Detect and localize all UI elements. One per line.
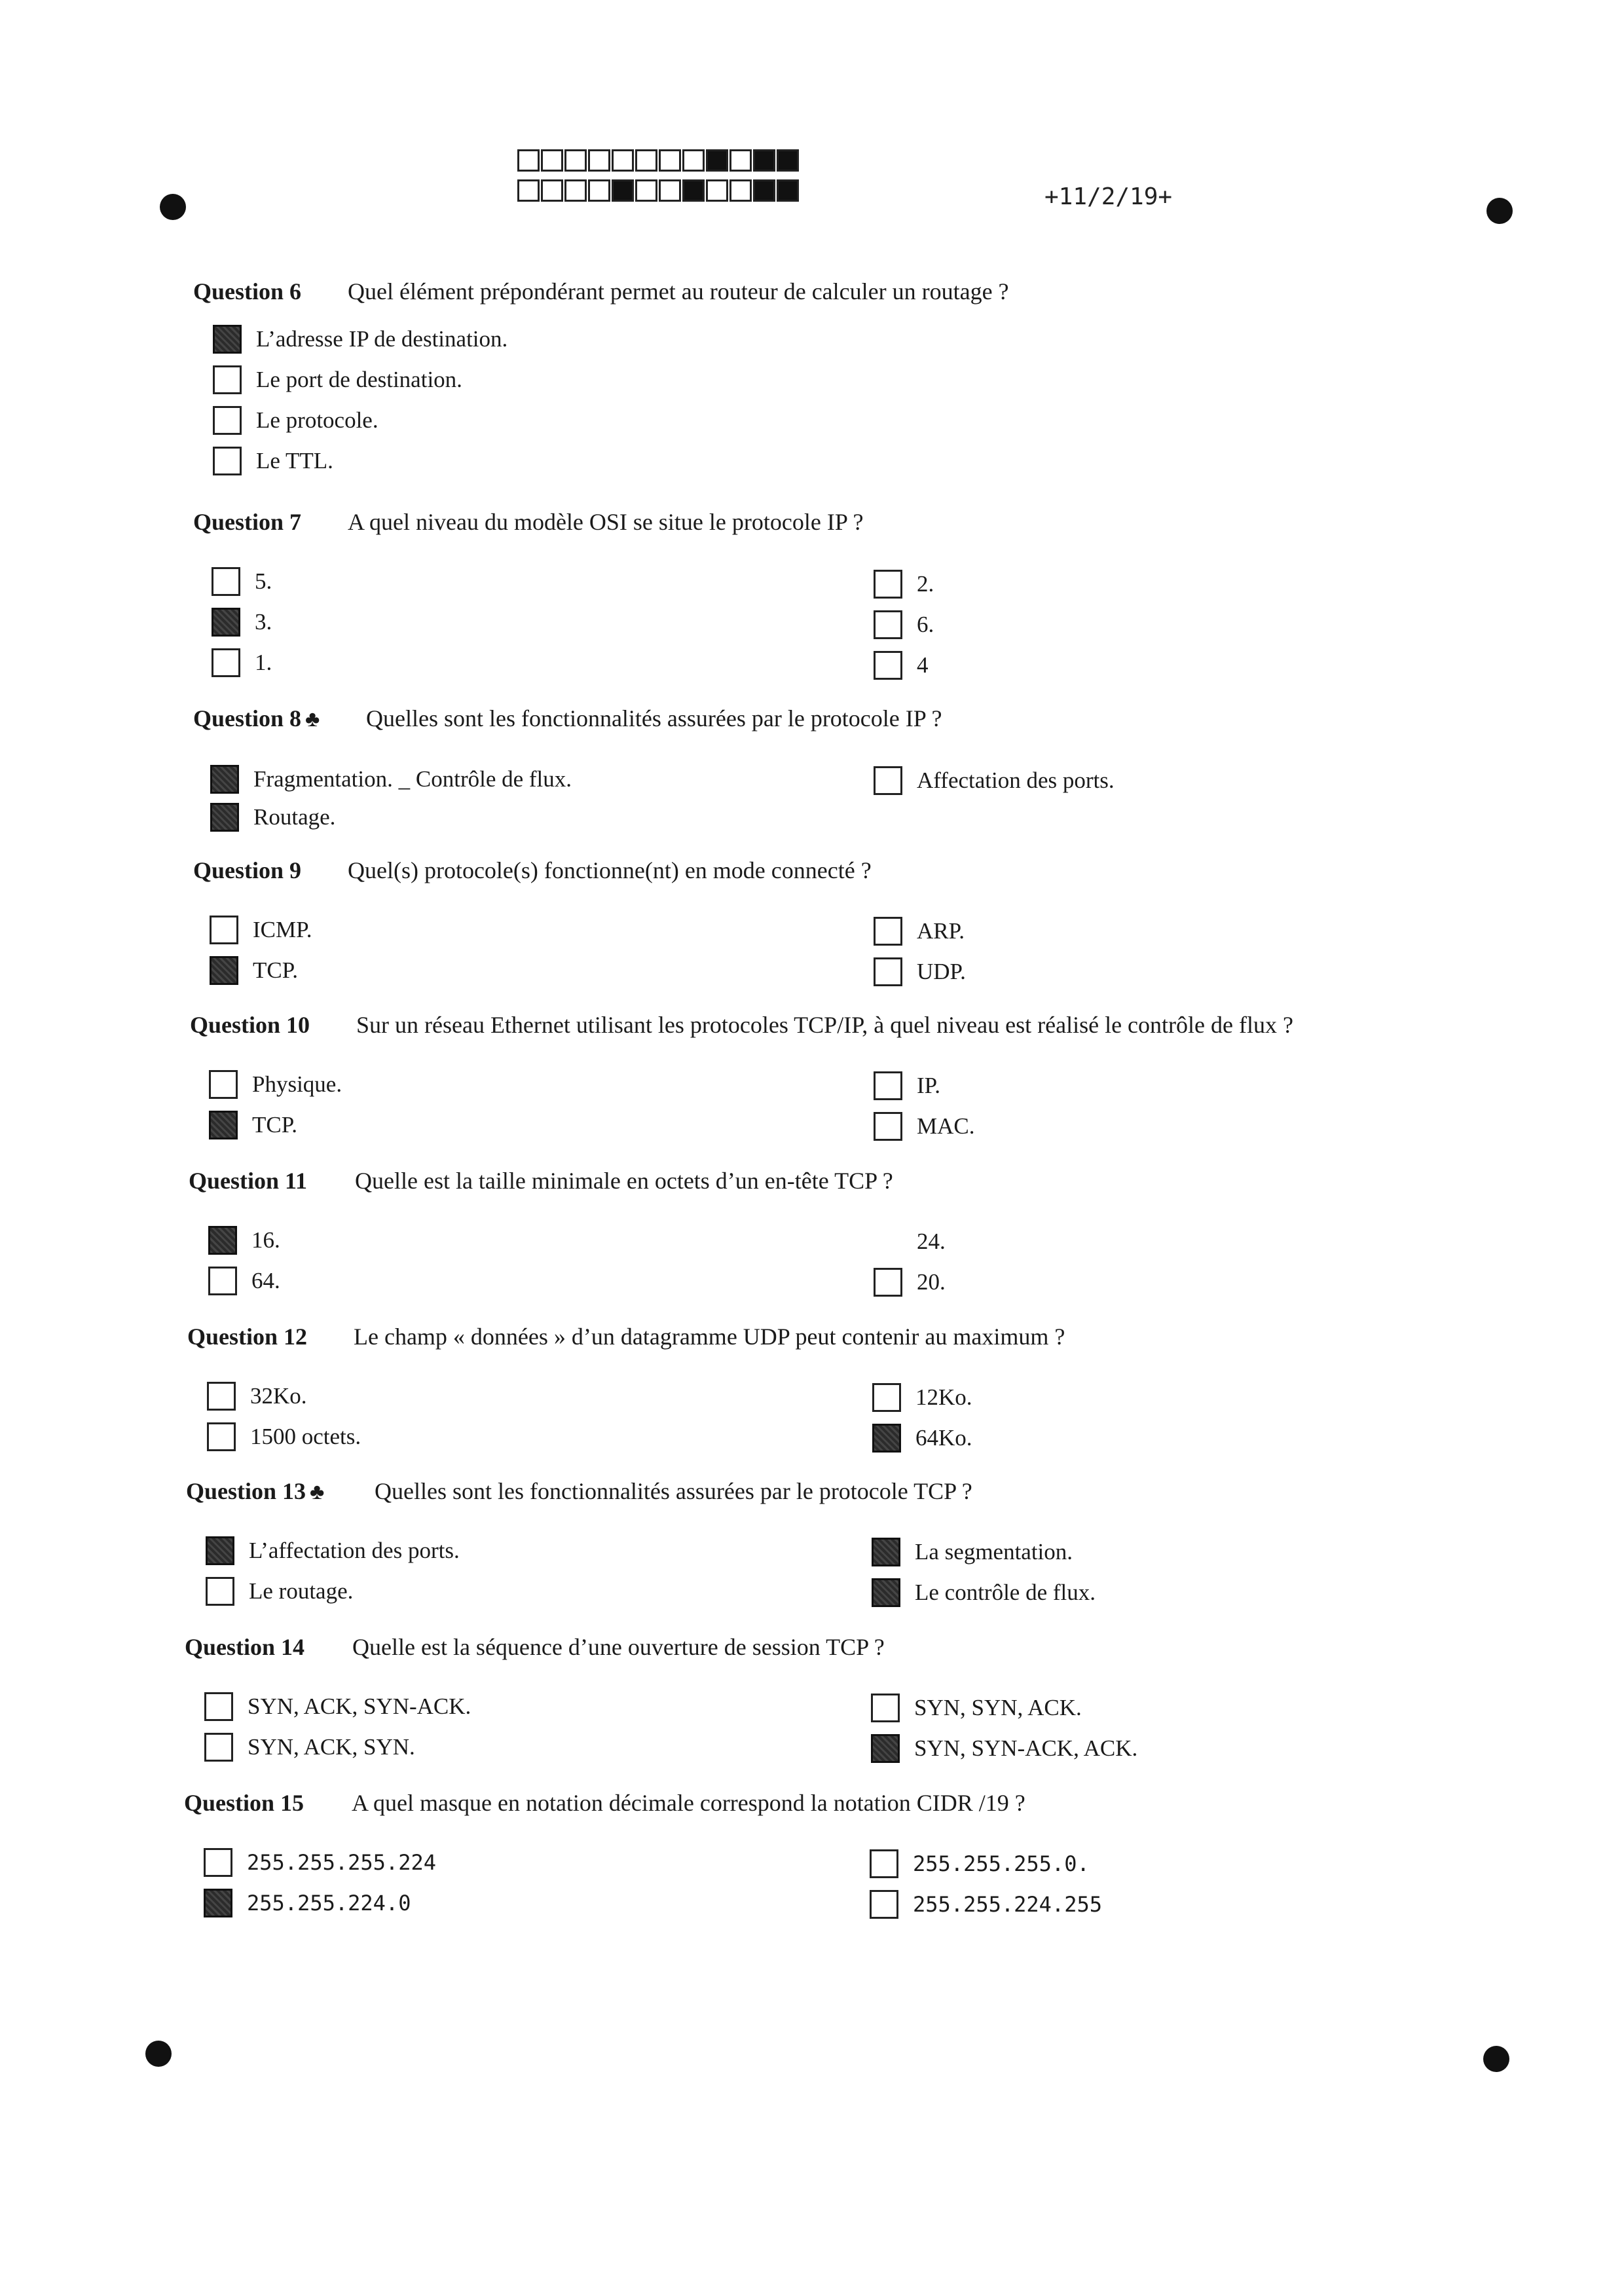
checkbox[interactable]	[874, 1071, 902, 1100]
question-label: Question 13 ♣	[186, 1478, 325, 1504]
answer-option[interactable]	[874, 570, 934, 599]
checkbox[interactable]	[210, 765, 239, 794]
answer-label: L’adresse IP de destination.	[256, 326, 508, 352]
answer-option[interactable]	[206, 1536, 460, 1565]
checkbox[interactable]	[874, 651, 902, 680]
code-cell	[777, 149, 799, 172]
checkbox[interactable]	[204, 1848, 232, 1877]
answer-label: 1500 octets.	[250, 1424, 361, 1449]
answer-option[interactable]	[204, 1692, 471, 1721]
code-cell	[635, 179, 657, 202]
answer-option[interactable]	[872, 1538, 1073, 1566]
answer-option[interactable]	[208, 1267, 280, 1295]
code-cell	[729, 149, 752, 172]
registration-dot-bottom-left	[145, 2041, 172, 2067]
answer-label: Le routage.	[249, 1578, 354, 1604]
answer-option[interactable]	[204, 1733, 415, 1762]
answer-label: SYN, SYN, ACK.	[914, 1695, 1082, 1720]
checkbox[interactable]	[874, 1227, 902, 1256]
club-icon: ♣	[310, 1480, 325, 1504]
checkbox[interactable]	[874, 957, 902, 986]
answer-label: Physique.	[252, 1071, 342, 1097]
answer-label: SYN, ACK, SYN.	[248, 1734, 415, 1760]
answer-label: SYN, ACK, SYN-ACK.	[248, 1694, 471, 1719]
answer-label: TCP.	[253, 957, 299, 983]
answer-option[interactable]	[210, 956, 298, 985]
answer-label: Le port de destination.	[256, 367, 462, 392]
answer-option[interactable]	[210, 916, 312, 944]
answer-label: Le contrôle de flux.	[915, 1580, 1096, 1605]
answer-option[interactable]	[204, 1889, 411, 1917]
answer-label: Le protocole.	[256, 407, 378, 433]
answer-label: La segmentation.	[915, 1539, 1073, 1565]
answer-label: 3.	[255, 609, 272, 635]
checkbox[interactable]	[207, 1382, 236, 1411]
question-label: Question 11	[189, 1168, 308, 1194]
answer-option[interactable]	[212, 608, 272, 637]
code-cell	[706, 149, 728, 172]
checkbox[interactable]	[874, 610, 902, 639]
answer-label: IP.	[917, 1073, 940, 1098]
checkbox[interactable]	[874, 766, 902, 795]
question-text: Quel(s) protocole(s) fonctionne(nt) en mode connecté ?	[348, 857, 872, 883]
code-cell	[517, 179, 540, 202]
answer-option[interactable]	[874, 1227, 946, 1256]
checkbox[interactable]	[871, 1694, 900, 1722]
registration-dot-bottom-right	[1483, 2046, 1509, 2072]
checkbox[interactable]	[870, 1890, 898, 1919]
checkbox[interactable]	[213, 325, 242, 354]
code-cell	[612, 149, 634, 172]
answer-option[interactable]	[874, 1112, 975, 1141]
code-cell	[753, 179, 775, 202]
checkbox[interactable]	[204, 1733, 233, 1762]
answer-option[interactable]	[210, 765, 572, 794]
code-cell	[682, 149, 705, 172]
code-cell	[706, 179, 728, 202]
answer-option[interactable]	[874, 1071, 940, 1100]
code-cell	[753, 149, 775, 172]
question-label: Question 10	[190, 1012, 310, 1038]
answer-label: 24.	[917, 1229, 946, 1254]
answer-label: ARP.	[917, 918, 965, 944]
code-cell	[777, 179, 799, 202]
checkbox[interactable]	[210, 803, 239, 832]
checkbox[interactable]	[208, 1267, 237, 1295]
answer-label: 64Ko.	[915, 1425, 972, 1451]
answer-option[interactable]	[871, 1694, 1082, 1722]
code-cell	[564, 179, 587, 202]
question-label: Question 14	[185, 1634, 305, 1660]
answer-option[interactable]	[870, 1849, 1090, 1878]
checkbox[interactable]	[874, 1268, 902, 1297]
checkbox[interactable]	[210, 956, 238, 985]
question-text: Quelles sont les fonctionnalités assurées par le protocole IP ?	[366, 705, 942, 731]
checkbox[interactable]	[872, 1424, 901, 1453]
question-label: Question 12	[187, 1324, 308, 1350]
page-code-boxes-row-2	[517, 179, 800, 202]
checkbox[interactable]	[207, 1422, 236, 1451]
checkbox[interactable]	[210, 916, 238, 944]
answer-option[interactable]	[874, 610, 934, 639]
answer-option[interactable]	[212, 567, 272, 596]
code-cell	[588, 179, 610, 202]
code-cell	[659, 149, 681, 172]
answer-label: 64.	[251, 1268, 280, 1293]
checkbox[interactable]	[204, 1889, 232, 1917]
registration-dot-top-right	[1486, 198, 1513, 224]
answer-option[interactable]	[874, 957, 966, 986]
checkbox[interactable]	[212, 608, 240, 637]
answer-label: UDP.	[917, 959, 966, 984]
answer-label: 255.255.255.224	[247, 1850, 436, 1875]
answer-option[interactable]	[872, 1424, 972, 1453]
question-text: Quel élément prépondérant permet au routeur de calculer un routage ?	[348, 278, 1009, 305]
checkbox[interactable]	[872, 1578, 900, 1607]
answer-label: 6.	[917, 612, 934, 637]
answer-option[interactable]	[870, 1890, 1102, 1919]
answer-label: 16.	[251, 1227, 280, 1253]
question-text: Le champ « données » d’un datagramme UDP peut contenir au maximum ?	[354, 1324, 1065, 1350]
code-cell	[729, 179, 752, 202]
answer-option[interactable]	[207, 1422, 361, 1451]
checkbox[interactable]	[871, 1734, 900, 1763]
club-icon: ♣	[305, 707, 320, 731]
checkbox[interactable]	[204, 1692, 233, 1721]
checkbox[interactable]	[206, 1536, 234, 1565]
answer-option[interactable]	[210, 803, 335, 832]
page-code-boxes-row-1	[517, 149, 800, 172]
question-label: Question 9	[193, 857, 302, 883]
checkbox[interactable]	[213, 406, 242, 435]
answer-option[interactable]	[874, 1268, 946, 1297]
checkbox[interactable]	[870, 1849, 898, 1878]
question-text: Sur un réseau Ethernet utilisant les protocoles TCP/IP, à quel niveau est réalisé le contrôle de flux ?	[356, 1012, 1293, 1038]
checkbox[interactable]	[213, 365, 242, 394]
answer-option[interactable]	[213, 447, 333, 475]
code-cell	[564, 149, 587, 172]
answer-label: 12Ko.	[915, 1384, 972, 1410]
answer-option[interactable]	[209, 1111, 297, 1139]
answer-label: 2.	[917, 571, 934, 597]
checkbox[interactable]	[206, 1577, 234, 1606]
answer-option[interactable]	[207, 1382, 307, 1411]
answer-label: SYN, SYN-ACK, ACK.	[914, 1735, 1138, 1761]
question-label: Question 15	[184, 1790, 304, 1816]
answer-label: TCP.	[252, 1112, 298, 1138]
answer-label: 255.255.224.255	[913, 1892, 1102, 1917]
answer-option[interactable]	[213, 325, 507, 354]
code-cell	[659, 179, 681, 202]
checkbox[interactable]	[208, 1226, 237, 1255]
code-cell	[612, 179, 634, 202]
answer-label: Fragmentation. _ Contrôle de flux.	[253, 766, 572, 792]
question-text: Quelle est la taille minimale en octets d’un en-tête TCP ?	[355, 1168, 893, 1194]
code-cell	[517, 149, 540, 172]
answer-option[interactable]	[212, 648, 272, 677]
answer-option[interactable]	[872, 1383, 972, 1412]
answer-option[interactable]	[871, 1734, 1137, 1763]
question-text: A quel masque en notation décimale correspond la notation CIDR /19 ?	[352, 1790, 1025, 1816]
answer-option[interactable]	[208, 1226, 280, 1255]
answer-label: 255.255.224.0	[247, 1891, 411, 1916]
question-label: Question 6	[193, 278, 302, 305]
checkbox[interactable]	[213, 447, 242, 475]
answer-label: 20.	[917, 1269, 946, 1295]
answer-label: 5.	[255, 568, 272, 594]
answer-label: Le TTL.	[256, 448, 333, 473]
checkbox[interactable]	[212, 567, 240, 596]
code-cell	[635, 149, 657, 172]
answer-label: 255.255.255.0.	[913, 1851, 1090, 1876]
answer-label: L’affectation des ports.	[249, 1538, 460, 1563]
checkbox[interactable]	[212, 648, 240, 677]
answer-label: Affectation des ports.	[917, 768, 1115, 793]
answer-option[interactable]	[209, 1070, 342, 1099]
answer-option[interactable]	[204, 1848, 436, 1877]
checkbox[interactable]	[874, 1112, 902, 1141]
answer-option[interactable]	[206, 1577, 353, 1606]
answer-label: Routage.	[253, 804, 336, 830]
question-text: A quel niveau du modèle OSI se situe le protocole IP ?	[348, 509, 864, 535]
answer-option[interactable]	[874, 651, 929, 680]
answer-option[interactable]	[874, 766, 1115, 795]
question-label: Question 8 ♣	[193, 705, 320, 731]
answer-option[interactable]	[874, 917, 965, 946]
answer-option[interactable]	[213, 406, 378, 435]
registration-dot-top-left	[160, 194, 186, 220]
question-text: Quelles sont les fonctionnalités assurées par le protocole TCP ?	[375, 1478, 972, 1504]
answer-label: 1.	[255, 650, 272, 675]
answer-option[interactable]	[213, 365, 462, 394]
answer-label: 32Ko.	[250, 1383, 307, 1409]
code-cell	[588, 149, 610, 172]
checkbox[interactable]	[872, 1538, 900, 1566]
checkbox[interactable]	[874, 917, 902, 946]
question-label: Question 7	[193, 509, 302, 535]
code-cell	[541, 149, 563, 172]
checkbox[interactable]	[872, 1383, 901, 1412]
code-cell	[541, 179, 563, 202]
question-text: Quelle est la séquence d’une ouverture de session TCP ?	[352, 1634, 885, 1660]
code-cell	[682, 179, 705, 202]
checkbox[interactable]	[874, 570, 902, 599]
checkbox[interactable]	[209, 1111, 238, 1139]
checkbox[interactable]	[209, 1070, 238, 1099]
page-code-label: +11/2/19+	[1044, 183, 1173, 210]
answer-label: MAC.	[917, 1113, 975, 1139]
answer-label: 4	[917, 652, 929, 678]
answer-label: ICMP.	[253, 917, 312, 942]
answer-option[interactable]	[872, 1578, 1096, 1607]
